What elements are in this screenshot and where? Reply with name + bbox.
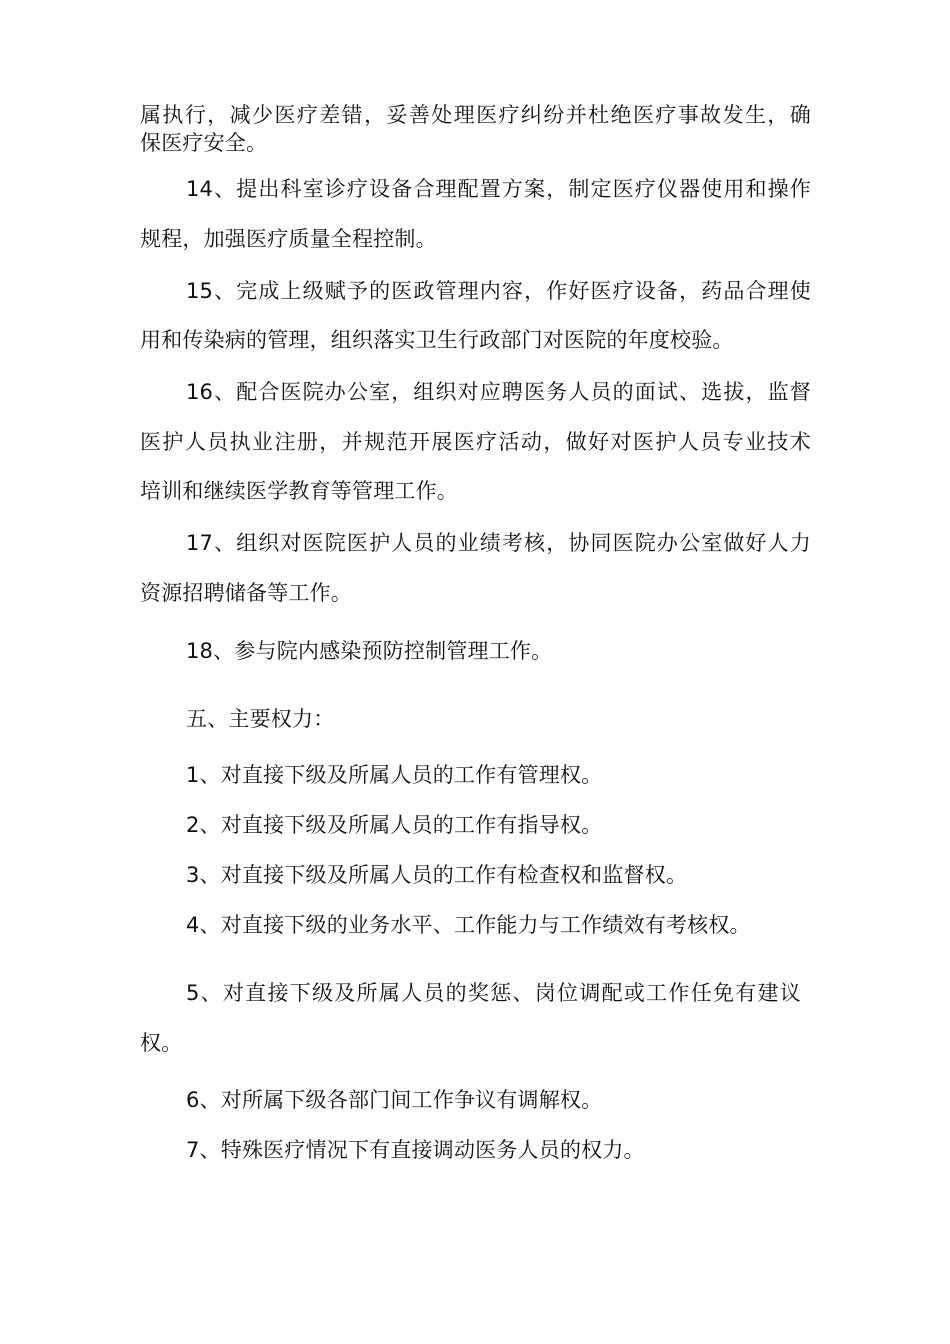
text-line: 属执行，减少医疗差错，妥善处理医疗纠纷并杜绝医疗事故发生，确 [140, 103, 811, 127]
text-line: 16、配合医院办公室，组织对应聘医务人员的面试、选拔，监督 [186, 380, 811, 404]
list-item: 5、对直接下级及所属人员的奖惩、岗位调配或工作任免有建议 [186, 981, 801, 1005]
list-item: 3、对直接下级及所属人员的工作有检查权和监督权。 [186, 863, 688, 887]
text-line: 资源招聘储备等工作。 [140, 581, 352, 605]
text-line: 18、参与院内感染预防控制管理工作。 [186, 639, 553, 663]
list-item: 7、特殊医疗情况下有直接调动医务人员的权力。 [186, 1138, 645, 1162]
list-item: 4、对直接下级的业务水平、工作能力与工作绩效有考核权。 [186, 913, 751, 937]
text-line: 15、完成上级赋予的医政管理内容，作好医疗设备，药品合理使 [186, 279, 811, 303]
list-item: 2、对直接下级及所属人员的工作有指导权。 [186, 813, 603, 837]
text-line: 用和传染病的管理，组织落实卫生行政部门对医院的年度校验。 [140, 328, 734, 352]
text-line: 14、提出科室诊疗设备合理配置方案，制定医疗仪器使用和操作 [186, 177, 811, 201]
section-heading: 五、主要权力： [186, 707, 335, 731]
text-line: 培训和继续医学教育等管理工作。 [140, 479, 458, 503]
text-line: 规程，加强医疗质量全程控制。 [140, 227, 437, 251]
text-line: 17、组织对医院医护人员的业绩考核，协同医院办公室做好人力 [186, 531, 811, 555]
list-item: 6、对所属下级各部门间工作争议有调解权。 [186, 1088, 603, 1112]
list-item: 1、对直接下级及所属人员的工作有管理权。 [186, 763, 603, 787]
text-line: 权。 [140, 1031, 183, 1055]
text-line: 保医疗安全。 [140, 131, 268, 155]
text-line: 医护人员执业注册，并规范开展医疗活动，做好对医护人员专业技术 [140, 430, 811, 454]
